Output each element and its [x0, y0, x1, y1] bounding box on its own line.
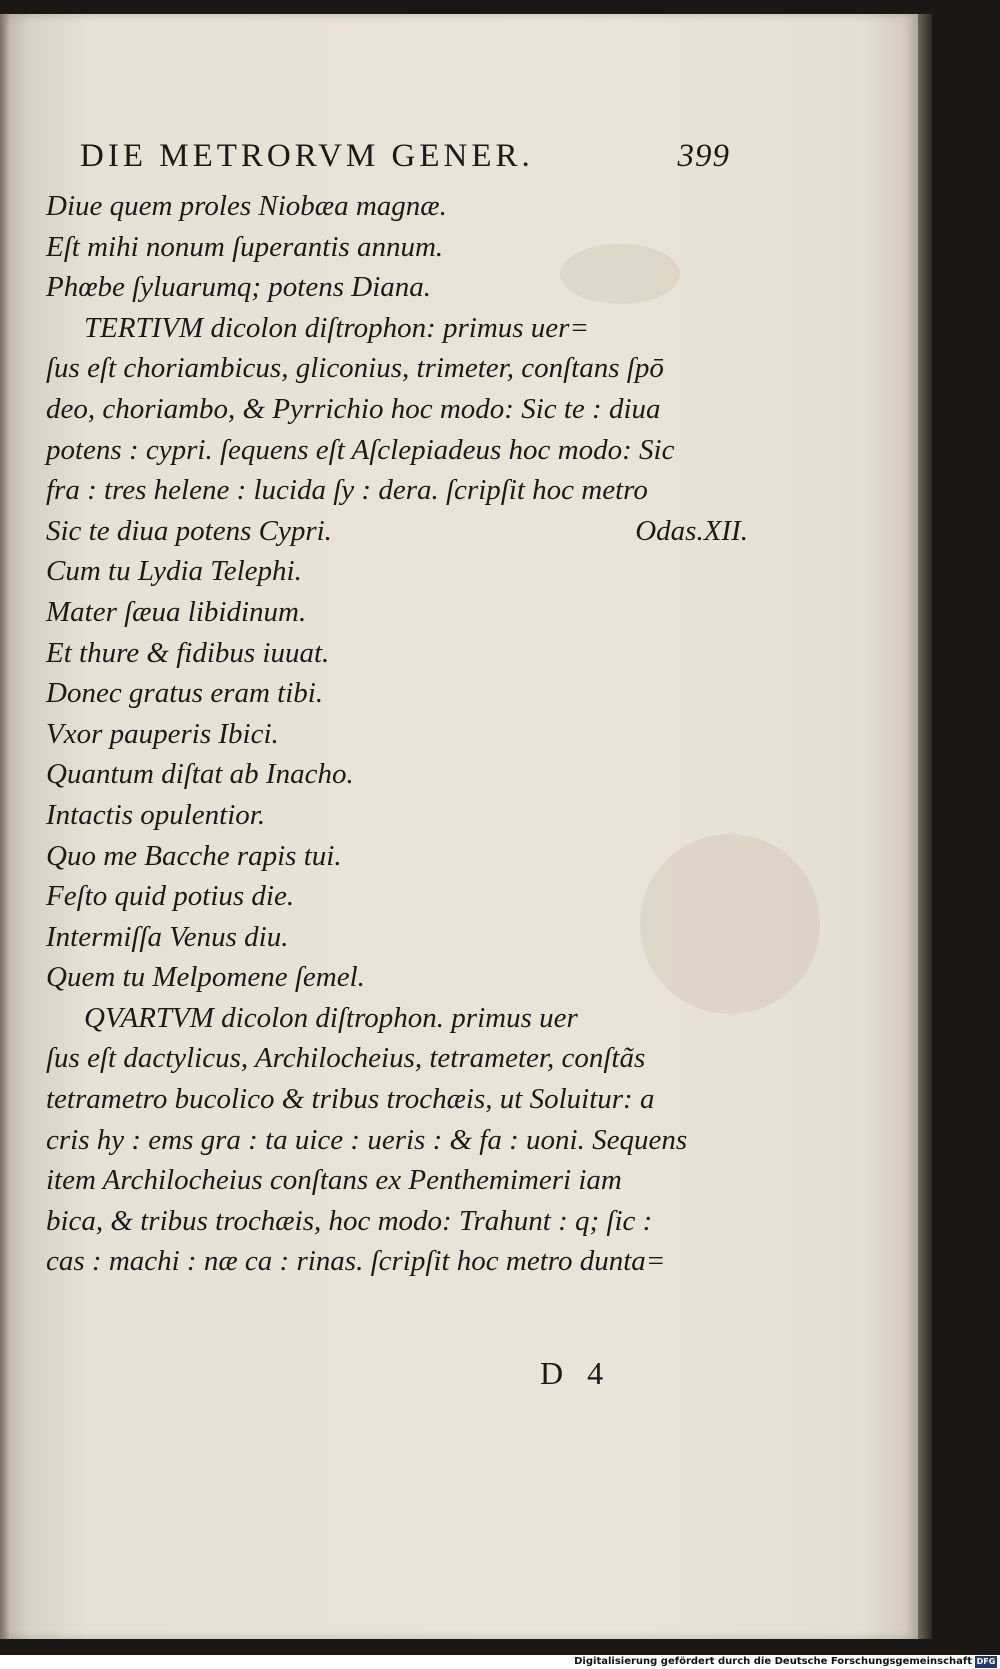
- text-line: item Archilocheius conſtans ex Penthemimeri iam: [46, 1164, 622, 1197]
- text-line: cris hy : ems gra : ta uice : ueris : & fa : uoni. Sequens: [46, 1123, 688, 1156]
- text-line: Sic te diua potens Cypri.: [46, 514, 332, 547]
- text-line: Diue quem proles Niobæa magnæ.: [46, 190, 447, 222]
- signature-mark: D 4: [540, 1355, 612, 1391]
- text-line: Cum tu Lydia Telephi.: [46, 555, 302, 588]
- funding-credit-bar: [0, 1655, 1000, 1669]
- text-line: Eſt mihi nonum ſuperantis annum.: [46, 230, 444, 263]
- text-line: Quantum diſtat ab Inacho.: [46, 758, 354, 791]
- text-line: deo, choriambo, & Pyrrichio hoc modo: Sic te : diua: [46, 392, 661, 425]
- running-head: [80, 138, 730, 178]
- page-gutter-shadow: [0, 14, 10, 1639]
- text-line: ſus eſt dactylicus, Archilocheius, tetrameter, conſtãs: [46, 1042, 646, 1075]
- text-line-with-reference: [46, 511, 766, 552]
- text-body: [46, 186, 766, 1282]
- text-line: bica, & tribus trochæis, hoc modo: Trahunt : q; ſic :: [46, 1204, 653, 1237]
- text-line: Vxor pauperis Ibici.: [46, 717, 279, 750]
- text-line: Mater ſæua libidinum.: [46, 595, 307, 628]
- text-line: fra : tres helene : lucida ſy : dera. ſcripſit hoc metro: [46, 474, 648, 507]
- text-line: ſus eſt choriambicus, gliconius, trimeter, conſtans ſpō: [46, 352, 664, 385]
- text-line: QVARTVM dicolon diſtrophon. primus uer: [84, 1001, 578, 1034]
- text-line: cas : machi : næ ca : rinas. ſcripſit hoc metro dunta=: [46, 1245, 666, 1278]
- text-line: Quem tu Melpomene ſemel.: [46, 961, 365, 994]
- text-line: TERTIVM dicolon diſtrophon: primus uer=: [84, 311, 590, 344]
- page-number: 399: [677, 138, 730, 174]
- text-line: Phœbe ſyluarumq; potens Diana.: [46, 271, 432, 304]
- text-line: Donec gratus eram tibi.: [46, 677, 324, 710]
- page-edge: [918, 14, 932, 1639]
- side-reference: Odas.XII.: [635, 514, 748, 547]
- text-line: Intactis opulentior.: [46, 798, 266, 831]
- text-line: Intermiſſa Venus diu.: [46, 920, 289, 953]
- text-line: Quo me Bacche rapis tui.: [46, 839, 342, 872]
- running-head-title: DIE METRORVM GENER.: [80, 138, 534, 174]
- dfg-logo: DFG: [976, 1657, 996, 1666]
- text-line: potens : cypri. ſequens eſt Aſclepiadeus hoc modo: Sic: [46, 433, 675, 466]
- text-line: Et thure & fidibus iuuat.: [46, 636, 330, 669]
- funding-credit-text: Digitalisierung gefördert durch die Deutsche Forschungsgemeinschaft: [574, 1656, 972, 1667]
- text-line: tetrametro bucolico & tribus trochæis, ut Soluitur: a: [46, 1083, 655, 1116]
- text-line: Feſto quid potius die.: [46, 880, 295, 913]
